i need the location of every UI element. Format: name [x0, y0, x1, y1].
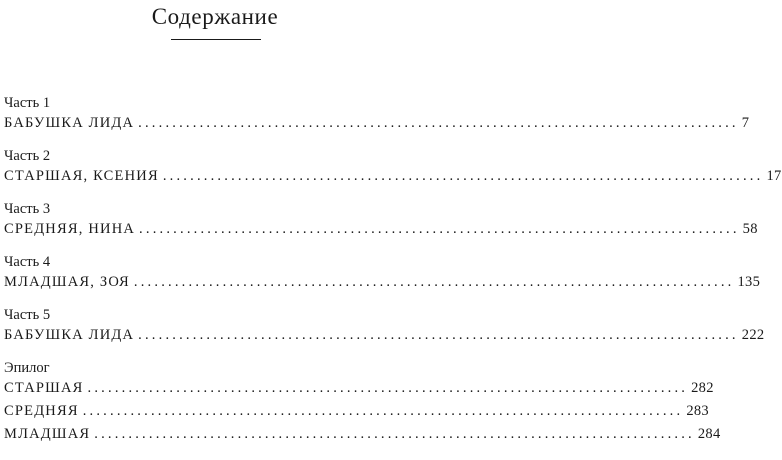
page-number: 222 — [741, 327, 765, 343]
dot-leader: ........................................................................................ — [133, 274, 735, 290]
part-label: Часть 1 — [4, 95, 51, 111]
page-number: 17 — [766, 168, 782, 184]
part-label: Часть 4 — [4, 254, 51, 270]
part-label: Часть 5 — [4, 307, 51, 323]
dot-leader: ........................................................................................ — [139, 221, 740, 237]
dot-leader: ........................................................................................ — [87, 380, 689, 396]
toc-entry[interactable] — [4, 218, 758, 240]
chapter-title: МЛАДШАЯ — [4, 426, 91, 442]
chapter-title: СТАРШАЯ, КСЕНИЯ — [4, 168, 159, 184]
toc-entry[interactable] — [4, 423, 721, 446]
chapter-title: БАБУШКА ЛИДА — [4, 327, 135, 343]
page-number: 7 — [741, 115, 750, 131]
page-number: 135 — [737, 274, 761, 290]
toc-epilog — [4, 360, 721, 446]
toc-entry[interactable] — [4, 377, 714, 400]
page-number: 283 — [686, 403, 709, 419]
dot-leader: ........................................................................................ — [94, 426, 695, 442]
toc-entry[interactable] — [4, 400, 709, 423]
toc-part-5 — [4, 307, 765, 346]
page-number: 284 — [697, 426, 721, 442]
part-label: Часть 3 — [4, 201, 51, 217]
chapter-title: МЛАДШАЯ, ЗОЯ — [4, 274, 130, 290]
toc-list — [4, 95, 782, 460]
toc-entry[interactable] — [4, 271, 761, 293]
part-label: Эпилог — [4, 360, 50, 376]
dot-leader: ........................................................................................ — [82, 403, 684, 419]
chapter-title: СТАРШАЯ — [4, 380, 84, 396]
page-number: 58 — [742, 221, 758, 237]
dot-leader: ........................................................................................ — [162, 168, 764, 184]
toc-entry[interactable] — [4, 324, 765, 346]
page-number: 282 — [691, 380, 714, 396]
page-title: Содержание — [151, 4, 279, 29]
toc-entry[interactable] — [4, 165, 782, 187]
title-divider — [171, 39, 261, 40]
toc-part-3 — [4, 201, 758, 240]
chapter-title: СРЕДНЯЯ, НИНА — [4, 221, 136, 237]
dot-leader: ........................................................................................ — [138, 115, 739, 131]
chapter-title: СРЕДНЯЯ — [4, 403, 79, 419]
toc-part-1 — [4, 95, 750, 134]
part-label: Часть 2 — [4, 148, 51, 164]
dot-leader: ........................................................................................ — [138, 327, 739, 343]
toc-entry[interactable] — [4, 112, 750, 134]
toc-part-2 — [4, 148, 782, 187]
toc-part-4 — [4, 254, 761, 293]
chapter-title: БАБУШКА ЛИДА — [4, 115, 135, 131]
